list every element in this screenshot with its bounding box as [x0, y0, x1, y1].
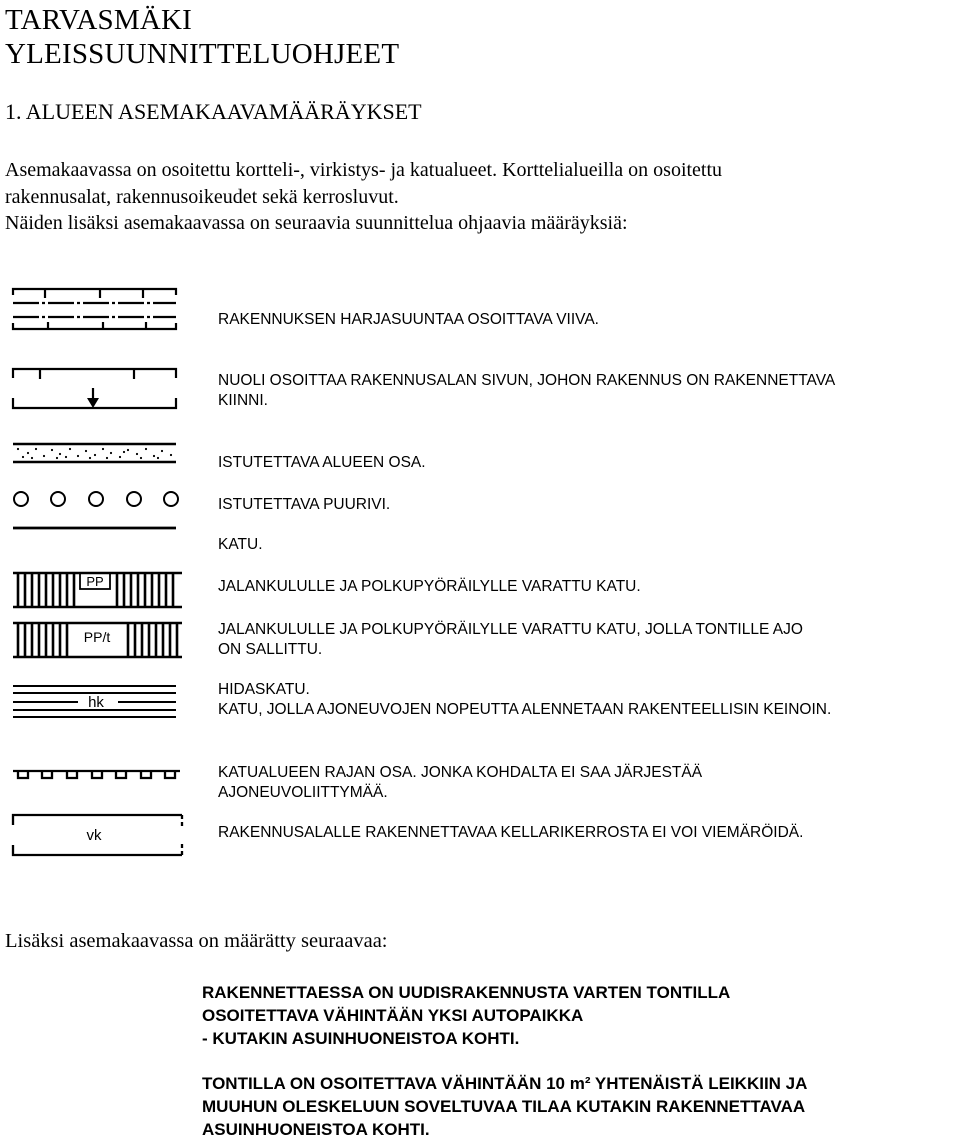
- section-heading: 1. ALUEEN ASEMAKAAVAMÄÄRÄYKSET: [5, 99, 422, 124]
- requirement-line: ASUINHUONEISTOA KOHTI.: [202, 1120, 430, 1139]
- page-title-line-2: YLEISSUUNNITTELUOHJEET: [5, 38, 400, 70]
- legend-text: ON SALLITTU.: [218, 640, 323, 658]
- legend-text: KIINNI.: [218, 391, 268, 409]
- legend-item: [218, 495, 958, 515]
- legend-text: RAKENNUSALALLE RAKENNETTAVAA KELLARIKERROSTA EI VOI VIEMÄRÖIDÄ.: [218, 824, 804, 841]
- legend-text: KATU.: [218, 536, 263, 553]
- requirement-line: TONTILLA ON OSOITETTAVA VÄHINTÄÄN 10 m² YHTENÄISTÄ LEIKKIIN JA: [202, 1074, 808, 1093]
- symbol-label: PP: [86, 574, 104, 589]
- legend-text: KATU, JOLLA AJONEUVOJEN NOPEUTTA ALENNETAAN RAKENTEELLISIN KEINOIN.: [218, 700, 832, 718]
- legend-text: HIDASKATU.: [218, 681, 310, 698]
- requirement-block: [202, 1072, 807, 1141]
- legend-item: [218, 823, 958, 843]
- additional-intro: Lisäksi asemakaavassa on määrätty seuraavaa:: [5, 930, 388, 952]
- requirement-line: RAKENNETTAESSA ON UUDISRAKENNUSTA VARTEN TONTILLA: [202, 983, 731, 1002]
- requirement-block: [202, 981, 730, 1050]
- legend-item: [218, 535, 958, 555]
- legend-text: RAKENNUKSEN HARJASUUNTAA OSOITTAVA VIIVA.: [218, 311, 599, 328]
- no-vehicle-access-icon: [10, 763, 185, 783]
- intro-line: rakennusalat, rakennusoikeudet sekä kerrosluvut.: [5, 185, 399, 208]
- requirement-line: MUUHUN OLESKELUUN SOVELTUVAA TILAA KUTAKIN RAKENNETTAVAA: [202, 1097, 806, 1116]
- legend-text: JALANKULULLE JA POLKUPYÖRÄILYLLE VARATTU KATU.: [218, 578, 641, 595]
- basement-drainage-icon: [10, 812, 185, 860]
- intro-line: Asemakaavassa on osoitettu kortteli-, virkistys- ja katualueet. Korttelialueilla on osoitettu: [5, 159, 723, 181]
- legend-item: [218, 620, 958, 659]
- legend-item: [218, 453, 958, 473]
- legend-text: AJONEUVOLIITTYMÄÄ.: [218, 783, 388, 801]
- legend-text: KATUALUEEN RAJAN OSA. JONKA KOHDALTA EI SAA JÄRJESTÄÄ: [218, 764, 703, 781]
- planting-area-icon: [10, 442, 180, 468]
- legend-text: JALANKULULLE JA POLKUPYÖRÄILYLLE VARATTU KATU, JOLLA TONTILLE AJO: [218, 621, 803, 638]
- legend-item: [218, 763, 958, 802]
- requirement-line: - KUTAKIN ASUINHUONEISTOA KOHTI.: [202, 1029, 520, 1048]
- building-side-arrow-icon: [10, 366, 180, 414]
- legend-item: [218, 310, 958, 330]
- slow-street-icon: [10, 682, 180, 722]
- legend-item: [218, 680, 958, 719]
- intro-line: Näiden lisäksi asemakaavassa on seuraavia suunnittelua ohjaavia määräyksiä:: [5, 212, 628, 234]
- legend-item: [218, 371, 958, 410]
- street-line-icon: [10, 524, 180, 532]
- ridge-direction-line-icon: [10, 286, 180, 334]
- legend-text: ISTUTETTAVA PUURIVI.: [218, 496, 391, 513]
- legend-item: [218, 577, 958, 597]
- symbol-label: hk: [88, 694, 104, 711]
- symbol-label: vk: [86, 827, 102, 844]
- tree-row-icon: [10, 489, 180, 511]
- requirement-line: OSOITETTAVA VÄHINTÄÄN YKSI AUTOPAIKKA: [202, 1006, 584, 1025]
- legend-text: NUOLI OSOITTAA RAKENNUSALAN SIVUN, JOHON RAKENNUS ON RAKENNETTAVA: [218, 372, 836, 389]
- legend-text: ISTUTETTAVA ALUEEN OSA.: [218, 454, 426, 471]
- symbol-label: PP/t: [83, 629, 111, 645]
- page-title-line-1: TARVASMÄKI: [5, 4, 192, 36]
- intro-paragraph: [5, 157, 945, 237]
- pedestrian-cycle-street-icon: [10, 570, 185, 610]
- pedestrian-cycle-plot-access-icon: [10, 620, 185, 660]
